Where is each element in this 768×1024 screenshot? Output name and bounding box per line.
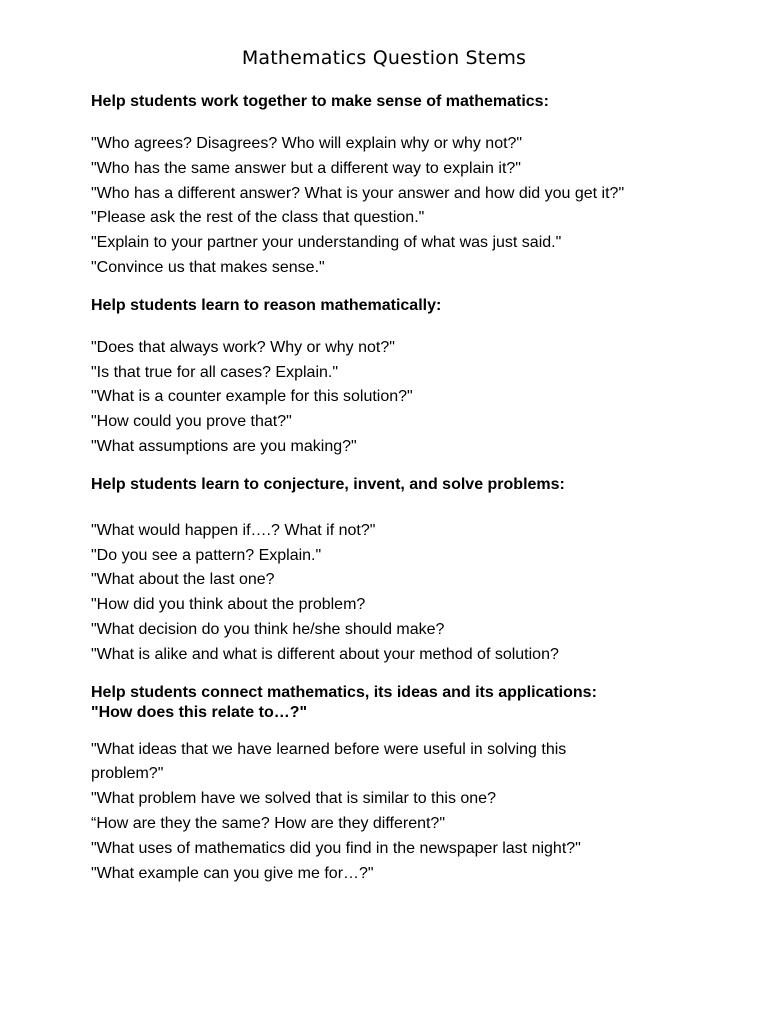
question-list	[91, 336, 731, 460]
section-heading: Help students connect mathematics, its ideas and its applications:	[91, 683, 597, 701]
list-item: "What ideas that we have learned before were useful in solving this	[91, 740, 567, 758]
section-subheading: "How does this relate to…?"	[91, 703, 308, 721]
list-item: "What assumptions are you making?"	[91, 437, 357, 455]
list-item: “How are they the same? How are they different?"	[91, 814, 446, 832]
list-item: "What is a counter example for this solution?"	[91, 388, 413, 406]
list-item: "Does that always work? Why or why not?"	[91, 338, 395, 356]
list-item: "Is that true for all cases? Explain."	[91, 363, 339, 381]
list-item: problem?"	[91, 765, 164, 783]
document-body	[91, 92, 731, 886]
list-item: "How did you think about the problem?	[91, 596, 366, 614]
list-item: "What example can you give me for…?"	[91, 864, 374, 882]
section-conjecture-invent-solve	[91, 475, 731, 668]
list-item: "What is alike and what is different about your method of solution?	[91, 645, 559, 663]
list-item: "How could you prove that?"	[91, 413, 292, 431]
list-item: "Who agrees? Disagrees? Who will explain why or why not?"	[91, 135, 523, 152]
question-list	[91, 738, 731, 887]
section-heading: Help students work together to make sense of mathematics:	[91, 93, 549, 110]
list-item: "Please ask the rest of the class that question."	[91, 209, 425, 227]
list-item: "Who has the same answer but a different way to explain it?"	[91, 159, 521, 177]
list-item: "What about the last one?	[91, 571, 275, 589]
list-item: "What problem have we solved that is similar to this one?	[91, 790, 496, 808]
section-heading: Help students learn to conjecture, invent, and solve problems:	[91, 475, 565, 493]
section-connect-mathematics	[91, 683, 731, 887]
section-work-together	[91, 92, 731, 281]
list-item: "Explain to your partner your understanding of what was just said."	[91, 234, 562, 252]
question-list	[91, 132, 731, 281]
section-reason-mathematically	[91, 296, 731, 460]
list-item: "What would happen if….? What if not?"	[91, 521, 376, 539]
list-item: "What decision do you think he/she should make?	[91, 620, 445, 638]
list-item: "What uses of mathematics did you find in the newspaper last night?"	[91, 839, 581, 857]
list-item: "Do you see a pattern? Explain."	[91, 546, 322, 564]
list-item: "Who has a different answer? What is your answer and how did you get it?"	[91, 184, 625, 202]
question-list	[91, 519, 731, 668]
document-title: Mathematics Question Stems	[241, 47, 527, 69]
list-item: "Convince us that makes sense."	[91, 258, 325, 276]
section-heading: Help students learn to reason mathematically:	[91, 296, 442, 314]
